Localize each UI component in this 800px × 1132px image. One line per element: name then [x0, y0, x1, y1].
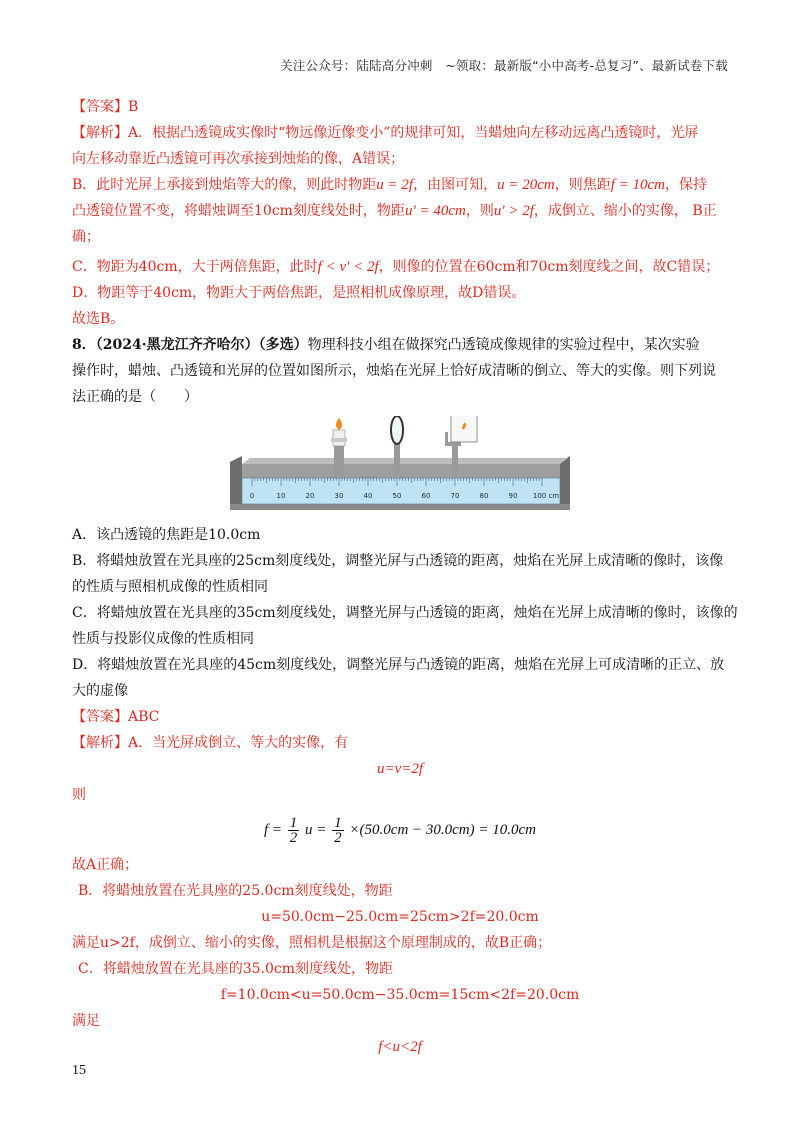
scale-label: 100 cm [532, 492, 560, 500]
flame-icon [336, 418, 342, 430]
q8-option-b-line1: B．将蜡烛放置在光具座的25cm刻度线处，调整光屏与凸透镜的距离，烛焰在光屏上成清晰的像时，该像 [72, 553, 724, 569]
q7-analysis-a-line2: 向左移动靠近凸透镜可再次承接到烛焰的像，A错误； [72, 151, 405, 167]
scale-label: 50 [392, 492, 402, 500]
q8-stem-line2: 操作时，蜡烛、凸透镜和光屏的位置如图所示，烛焰在光屏上恰好成清晰的倒立、等大的实像。则下列说 [72, 363, 716, 379]
scale-strip [242, 478, 560, 504]
q8-option-d-line1: D．将蜡烛放置在光具座的45cm刻度线处，调整光屏与凸透镜的距离，烛焰在光屏上可成清晰的正立、放 [72, 657, 725, 673]
page-content [72, 94, 738, 1060]
scale-label: 40 [363, 492, 373, 500]
scale-label: 20 [305, 492, 315, 500]
q8-stem-line1: 8．（2024·黑龙江齐齐哈尔）（多选）物理科技小组在做探究凸透镜成像规律的实验过程中，某次实验 [72, 337, 700, 353]
q8-option-b-line2: 的性质与照相机成像的性质相同 [72, 579, 268, 595]
q8-option-c-line2: 性质与投影仪成像的性质相同 [72, 631, 254, 647]
scale-label: 0 [249, 492, 255, 500]
optical-bench-figure [230, 416, 570, 514]
q8-analysis-c: C．将蜡烛放置在光具座的35.0cm刻度线处，物距 [78, 961, 393, 977]
q7-conclusion: 故选B。 [72, 311, 125, 327]
scale-label: 70 [450, 492, 460, 500]
q8-eq-b: u=50.0cm−25.0cm=25cm>2f=20.0cm [261, 909, 539, 925]
q8-stem-line3: 法正确的是（ ） [72, 389, 198, 405]
q8-a-correct: 故A正确； [72, 857, 139, 873]
q8-focal-length-formula: f = $\frac{1}{2}$ u = $\frac{1}{2}$ ×(50.0cm − 30.0cm) = 10.0cm [264, 815, 536, 847]
scale-label: 60 [421, 492, 431, 500]
rail-top [242, 458, 568, 464]
q8-number: 8． [72, 337, 96, 353]
bench-right-end [560, 456, 570, 510]
q8-satisfy: 满足 [72, 1013, 100, 1029]
q7-analysis-a-line1: 【解析】A．根据凸透镜成实像时“物远像近像变小”的规律可知，当蜡烛向左移动远离凸透镜时，光屏 [72, 125, 699, 141]
q7-analysis-d: D．物距等于40cm，物距大于两倍焦距，是照相机成像原理，故D错误。 [72, 285, 526, 301]
convex-lens-icon [391, 416, 403, 444]
q8-then: 则 [72, 787, 86, 803]
q7-answer: 【答案】B [72, 99, 139, 115]
scale-label: 80 [479, 492, 489, 500]
page-header: 关注公众号：陆陆高分冲刺 ~领取：最新版“小中高考-总复习”、最新试卷下载 [280, 58, 728, 73]
scale-label: 90 [508, 492, 518, 500]
q8-option-c-line1: C．将蜡烛放置在光具座的35cm刻度线处，调整光屏与凸透镜的距离，烛焰在光屏上成清晰的像时，该像的 [72, 605, 738, 621]
q8-eq-c: f=10.0cm<u=50.0cm−35.0cm=15cm<2f=20.0cm [220, 987, 580, 1003]
q8-analysis-b: B．将蜡烛放置在光具座的25.0cm刻度线处，物距 [78, 883, 393, 899]
q8-option-d-line2: 大的虚像 [72, 683, 128, 699]
q8-option-a: A．该凸透镜的焦距是10.0cm [72, 527, 261, 543]
bench-left-end [230, 456, 242, 510]
bench-base [230, 504, 570, 510]
q8-eq-range: f<u<2f [378, 1039, 422, 1055]
q7-analysis-b-line2: 凸透镜位置不变，将蜡烛调至10cm刻度线处时，物距u′ = 40cm，则u′ > 2f，成倒立、缩小的实像， B正 [72, 203, 717, 219]
scale-label: 10 [276, 492, 286, 500]
rail-body [242, 464, 560, 478]
q8-b-correct: 满足u>2f，成倒立、缩小的实像，照相机是根据这个原理制成的，故B正确； [72, 935, 552, 951]
q8-source-tag: （2024·黑龙江齐齐哈尔）（多选） [95, 337, 308, 353]
q8-eq-uv2f: u=v=2f [376, 761, 424, 777]
q8-answer: 【答案】ABC [72, 709, 160, 725]
q7-analysis-c: C．物距为40cm，大于两倍焦距，此时f < v′ < 2f，则像的位置在60cm和70cm刻度线之间，故C错误； [72, 259, 720, 275]
q7-analysis-b-line3: 确； [72, 229, 100, 245]
q8-analysis-a: 【解析】A．当光屏成倒立、等大的实像，有 [72, 735, 349, 751]
page-number: 15 [72, 1063, 86, 1078]
scale-label: 30 [334, 492, 344, 500]
q7-analysis-b-line1: B．此时光屏上承接到烛焰等大的像，则此时物距u = 2f，由图可知，u = 20cm，则焦距f = 10cm，保持 [72, 177, 707, 193]
